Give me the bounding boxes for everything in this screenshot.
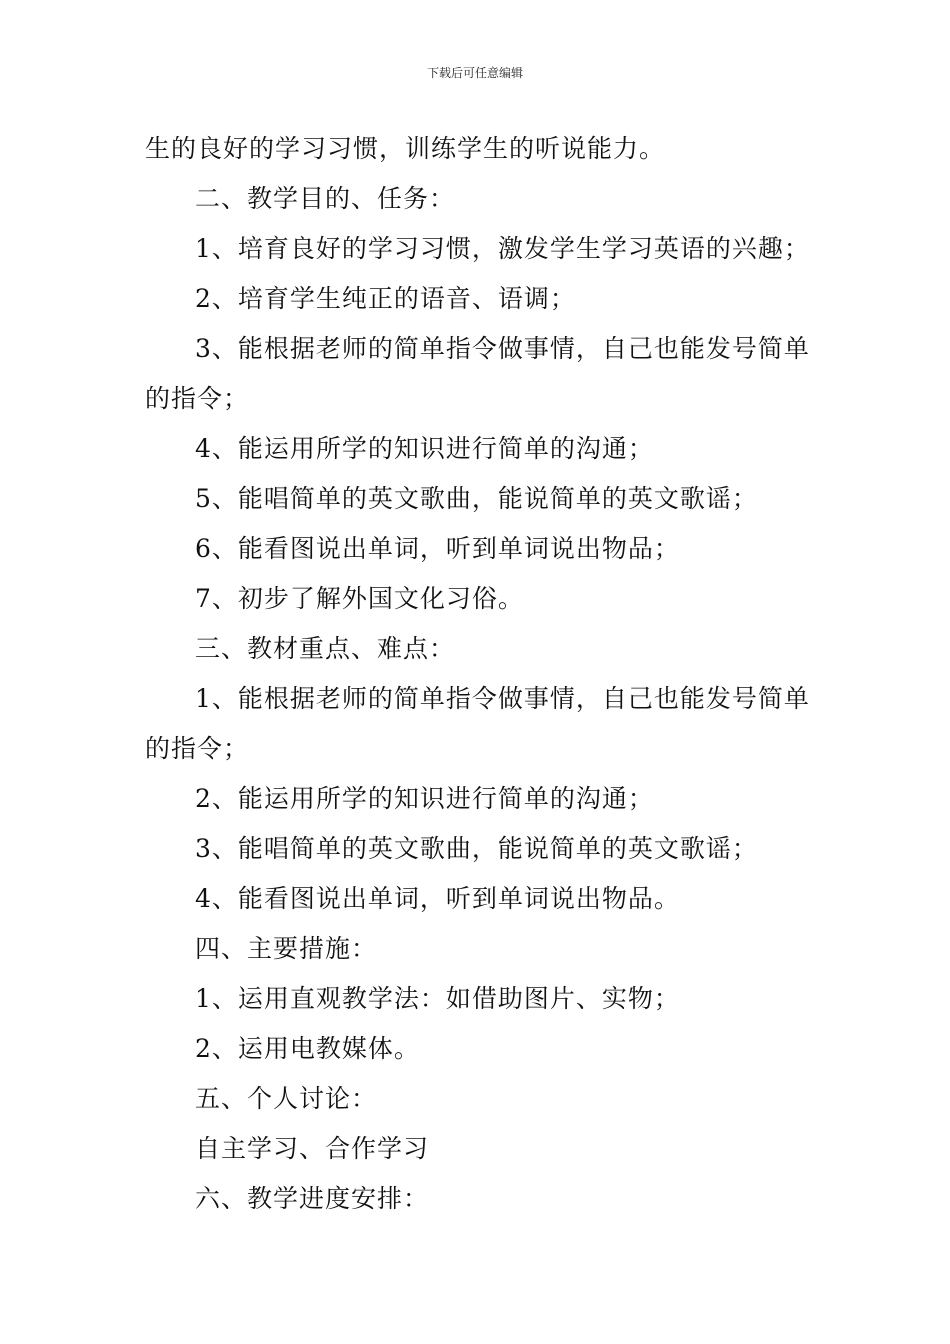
list-item: 5、能唱简单的英文歌曲，能说简单的英文歌谣； (195, 484, 758, 513)
list-item: 4、能看图说出单词，听到单词说出物品。 (195, 884, 680, 913)
list-item: 3、能根据老师的简单指令做事情，自己也能发号简单 (195, 334, 810, 363)
paragraph-line: 自主学习、合作学习 (195, 1134, 430, 1163)
list-item: 2、运用电教媒体。 (195, 1034, 420, 1063)
list-item: 3、能唱简单的英文歌曲，能说简单的英文歌谣； (195, 834, 758, 863)
list-item: 7、初步了解外国文化习俗。 (195, 584, 524, 613)
list-item: 4、能运用所学的知识进行简单的沟通； (195, 434, 654, 463)
section-heading: 五、个人讨论： (195, 1084, 378, 1113)
paragraph-line: 生的良好的学习习惯，训练学生的听说能力。 (145, 134, 666, 163)
list-item: 1、能根据老师的简单指令做事情，自己也能发号简单 (195, 684, 810, 713)
list-item: 1、培育良好的学习习惯，激发学生学习英语的兴趣； (195, 234, 810, 263)
section-heading: 六、教学进度安排： (195, 1184, 430, 1213)
section-heading: 四、主要措施： (195, 934, 378, 963)
list-item-continuation: 的指令； (145, 734, 250, 763)
list-item-continuation: 的指令； (145, 384, 250, 413)
list-item: 2、能运用所学的知识进行简单的沟通； (195, 784, 654, 813)
list-item: 2、培育学生纯正的语音、语调； (195, 284, 576, 313)
page-header: 下载后可任意编辑 (426, 66, 523, 80)
list-item: 1、运用直观教学法：如借助图片、实物； (195, 984, 680, 1013)
section-heading: 三、教材重点、难点： (195, 634, 456, 663)
list-item: 6、能看图说出单词，听到单词说出物品； (195, 534, 680, 563)
section-heading: 二、教学目的、任务： (195, 184, 456, 213)
